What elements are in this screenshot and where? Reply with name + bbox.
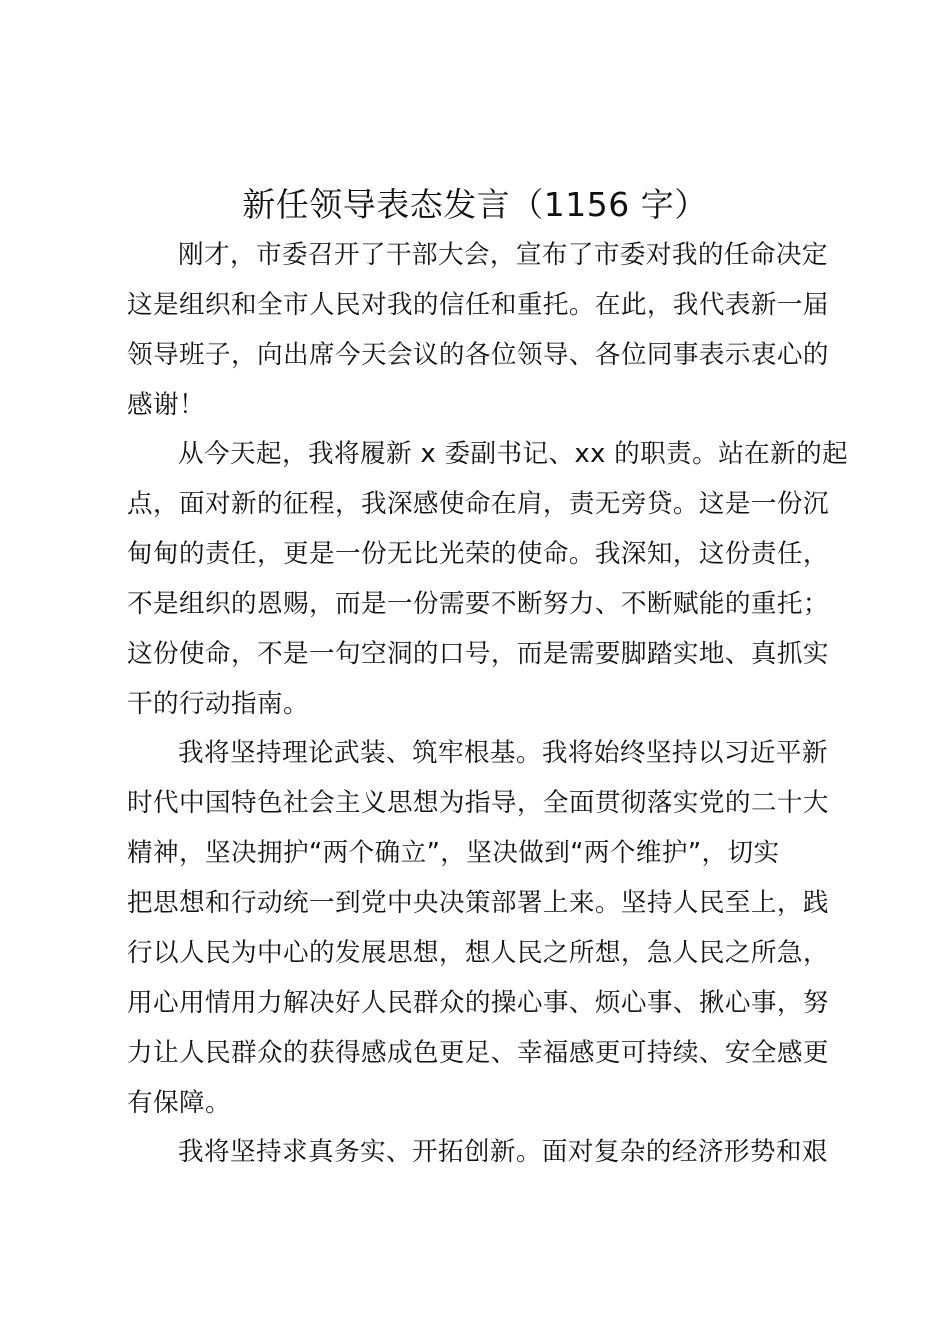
text-line: 行以人民为中心的发展思想，想人民之所想，急人民之所急， (127, 938, 829, 968)
document-title: 新任领导表态发言（1156 字） (242, 185, 708, 224)
paragraph-1 (127, 230, 837, 430)
text-line: 领导班子，向出席今天会议的各位领导、各位同事表示衷心的 (127, 340, 829, 370)
text-line: 时代中国特色社会主义思想为指导，全面贯彻落实党的二十大 (127, 788, 829, 818)
paragraph-4 (127, 1127, 837, 1177)
text-line: 力让人民群众的获得感成色更足、幸福感更可持续、安全感更 (127, 1038, 829, 1068)
text-line: 刚才，市委召开了干部大会，宣布了市委对我的任命决定 (178, 240, 828, 270)
text-line: 从今天起，我将履新 x 委副书记、xx 的职责。站在新的起 (178, 439, 849, 469)
text-line: 我将坚持求真务实、开拓创新。面对复杂的经济形势和艰 (178, 1137, 828, 1167)
text-line: 有保障。 (127, 1088, 231, 1118)
paragraph-2 (127, 429, 849, 729)
text-line: 点，面对新的征程，我深感使命在肩，责无旁贷。这是一份沉 (127, 489, 829, 519)
text-line: 感谢！ (127, 390, 205, 420)
text-line: 这是组织和全市人民对我的信任和重托。在此，我代表新一届 (127, 290, 829, 320)
text-line: 这份使命，不是一句空洞的口号，而是需要脚踏实地、真抓实 (127, 639, 829, 669)
text-line: 干的行动指南。 (127, 689, 309, 719)
text-line: 把思想和行动统一到党中央决策部署上来。坚持人民至上，践 (127, 888, 829, 918)
text-line: 甸甸的责任，更是一份无比光荣的使命。我深知，这份责任， (127, 539, 829, 569)
text-line: 不是组织的恩赐，而是一份需要不断努力、不断赋能的重托； (127, 589, 829, 619)
text-line: 用心用情用力解决好人民群众的操心事、烦心事、揪心事，努 (127, 988, 829, 1018)
paragraph-3 (127, 728, 837, 1128)
text-line: 我将坚持理论武装、筑牢根基。我将始终坚持以习近平新 (178, 738, 828, 768)
text-line: 精神，坚决拥护“两个确立”，坚决做到“两个维护”，切实 (127, 838, 780, 868)
